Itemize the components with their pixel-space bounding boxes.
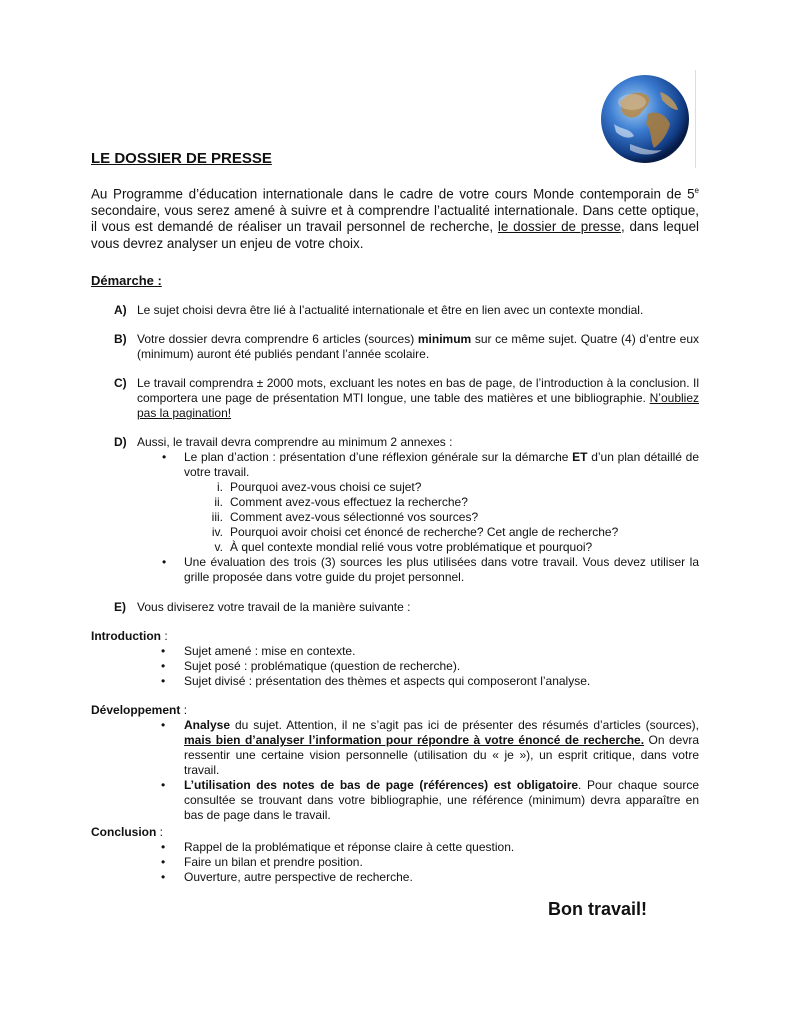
item-bold-underline: mais bien d’analyser l’information pour répondre à votre énoncé de recherche. [184,733,645,748]
step-letter: B) [114,332,127,347]
step-e [91,600,699,615]
roman-item [137,525,699,540]
roman-item [137,495,699,510]
step-letter: D) [114,435,127,450]
item-text: On devra ressentir une certaine vision personnelle (utilisation du « je »), un esprit critique, dans votre travail. [184,733,699,778]
roman-item [137,480,699,495]
closing-text: Bon travail! [548,899,648,919]
step-b [91,332,699,362]
bullet-icon: • [161,778,166,793]
developpement-label: Développement [91,703,181,718]
item-text: Sujet amené : mise en contexte. [184,644,356,659]
roman-text: Pourquoi avoir choisi cet énoncé de recherche? Cet angle de recherche? [230,525,619,540]
step-d [91,435,699,450]
roman-number: v. [214,540,223,555]
step-c [91,376,699,421]
bullet-icon: • [161,674,166,689]
developpement-item [91,778,699,823]
item-text: du sujet. Attention, il ne s’agit pas ici de présenter des résumés d’articles (sources), [230,718,699,733]
roman-number: iv. [211,525,223,540]
step-text: Le travail comprendra ± 2000 mots, excluant les notes en bas de page, de l’introduction à la conclusion. Il comportera une page de présentation MTI longue, une table des matières et une bibliographie. [137,376,699,406]
document-body [91,150,699,885]
roman-number: ii. [214,495,223,510]
roman-item [137,510,699,525]
step-text: Votre dossier devra comprendre 6 articles (sources) [137,332,418,347]
conclusion-item [91,855,699,870]
item-bold: L’utilisation des notes de bas de page (références) est obligatoire [184,778,579,793]
introduction-heading [91,629,699,644]
bullet-icon: • [161,855,166,870]
bullet-icon: • [161,840,166,855]
step-a [91,303,699,318]
step-bold: minimum [417,332,472,347]
step-text: sur ce même sujet. Quatre (4) d’entre eux (minimum) auront été publiés pendant l’année scolaire. [137,332,699,362]
bullet-icon: • [161,870,166,885]
bullet-icon: • [161,718,166,733]
bullet-icon: • [161,644,166,659]
item-text: . Pour chaque source consultée se trouvant dans votre bibliographie, une référence (minimum) devra apparaître en bas de page dans le travail. [184,778,699,823]
item-text: Faire un bilan et prendre position. [184,855,363,870]
conclusion-heading [91,825,699,840]
roman-text: À quel contexte mondial relié vous votre problématique et pourquoi? [230,540,593,555]
intro-paragraph [91,183,699,252]
step-letter: C) [114,376,127,391]
developpement-item [91,718,699,778]
intro-text: Au Programme d’éducation internationale dans le cadre de votre cours Monde contemporain de 5 [91,186,695,202]
introduction-item [91,644,699,659]
annex-item [137,450,699,480]
annex-text: Une évaluation des trois (3) sources les plus utilisées dans votre travail. Vous devez utiliser la grille proposée dans votre guide du projet personnel. [184,555,699,585]
roman-number: i. [217,480,223,495]
conclusion-item [91,840,699,855]
item-text: Sujet divisé : présentation des thèmes et aspects qui composeront l’analyse. [184,674,591,689]
step-text: Le sujet choisi devra être lié à l’actualité internationale et être en lien avec un contexte mondial. [137,303,644,318]
developpement-heading [91,703,699,718]
bullet-icon: • [161,659,166,674]
step-text: Vous diviserez votre travail de la manière suivante : [137,600,411,615]
introduction-item [91,674,699,689]
roman-text: Pourquoi avez-vous choisi ce sujet? [230,480,422,495]
pagination-note: N’oubliez pas la pagination! [137,391,699,421]
demarche-heading: Démarche : [91,273,162,289]
annex-text: d’un plan détaillé de votre travail. [184,450,700,480]
annex-bold: ET [572,450,588,465]
roman-item [137,540,699,555]
roman-number: iii. [211,510,223,525]
colon: : [180,703,188,718]
colon: : [156,825,164,840]
bullet-icon: • [162,555,167,570]
roman-text: Comment avez-vous effectuez la recherche? [230,495,468,510]
conclusion-label: Conclusion [91,825,157,840]
conclusion-item [91,870,699,885]
step-text: Aussi, le travail devra comprendre au minimum 2 annexes : [137,435,453,450]
item-text: Rappel de la problématique et réponse claire à cette question. [184,840,515,855]
dossier-link-text: le dossier de presse [497,219,621,235]
bullet-icon: • [162,450,167,465]
item-text: Ouverture, autre perspective de recherche. [184,870,413,885]
step-letter: A) [114,303,127,318]
introduction-label: Introduction [91,629,161,644]
item-text: Sujet posé : problématique (question de recherche). [184,659,461,674]
introduction-item [91,659,699,674]
roman-text: Comment avez-vous sélectionné vos sources? [230,510,479,525]
item-bold: Analyse [184,718,231,733]
annex-item [137,555,699,585]
document-title: LE DOSSIER DE PRESSE [91,150,272,167]
ordinal-suffix: e [694,186,699,195]
annex-text: Le plan d’action : présentation d’une réflexion générale sur la démarche [184,450,573,465]
step-letter: E) [114,600,126,615]
colon: : [160,629,168,644]
intro-text: secondaire, vous serez amené à suivre et à comprendre l’actualité internationale. Dans cette optique, il vous est demandé de réaliser un travail personnel de recherche, [91,202,699,235]
intro-text: , dans lequel vous devrez analyser un enjeu de votre choix. [91,219,700,251]
